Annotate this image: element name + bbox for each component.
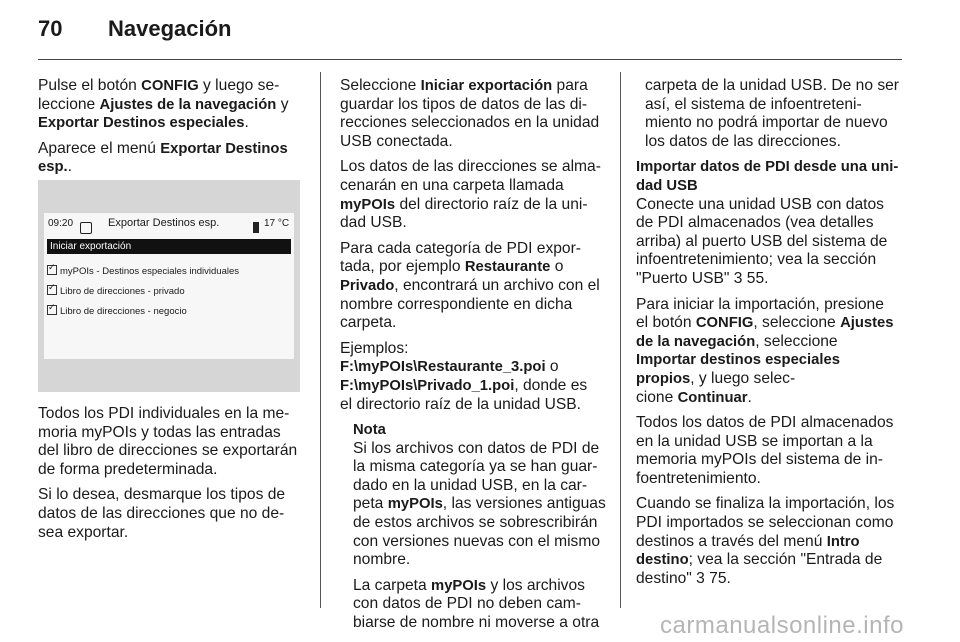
menu-item-business-addresses[interactable]: ✓Libro de direcciones - negocio	[47, 305, 187, 317]
paragraph: Ejemplos: F:\myPOIs\Restaurante_3.poi o F:\myPOIs\Privado_1.poi, donde es el directorio raíz de la unidad USB.	[340, 339, 588, 413]
page-number: 70	[38, 16, 63, 41]
column-3	[636, 77, 906, 595]
column-divider-1	[320, 72, 321, 608]
temperature: 17 °C	[264, 218, 290, 229]
paragraph: Los datos de las direcciones se alma- cenarán en una carpeta llamada myPOIs del directorio raíz de la uni- dad USB.	[340, 158, 601, 232]
paragraph: Para cada categoría de PDI expor- tada, por ejemplo Restaurante o Privado, encontrará un archivo con el nombre correspondiente en dicha carpeta.	[340, 239, 600, 332]
menu-item-start-export[interactable]: Iniciar exportación	[47, 239, 291, 254]
paragraph: Seleccione Iniciar exportación para guardar los tipos de datos de las di- recciones seleccionados en la unidad USB conectada.	[340, 77, 600, 150]
header-rule	[38, 59, 902, 60]
paragraph: Conecte una unidad USB con datos de PDI almacenados (vea detalles arriba) al puerto USB del sistema de infoentretenimiento; vea la sección "Puerto USB" 3 55.	[636, 195, 888, 287]
screenshot-frame	[38, 180, 300, 392]
reference-arrow-icon: 3	[696, 569, 705, 587]
device-screen	[44, 213, 294, 359]
column-divider-2	[620, 72, 621, 608]
column-1-lower	[38, 405, 313, 549]
paragraph: Si lo desea, desmarque los tipos de datos de las direcciones que no de- sea exportar.	[38, 486, 286, 541]
paragraph: Para iniciar la importación, presione el botón CONFIG, seleccione Ajustes de la navegación, seleccione Importar destinos especiales propios, y luego selec- cione Continuar.	[636, 295, 894, 406]
screen-title: Exportar Destinos esp.	[108, 217, 220, 229]
note-paragraph: Si los archivos con datos de PDI de la misma categoría ya se han guar- dado en la unidad USB, en la car- peta myPOIs, las versiones antiguas de estos archivos se sobrescribirán con versiones nuevas con el mismo nombre.	[353, 439, 606, 569]
column-2	[340, 77, 615, 640]
paragraph: Cuando se finaliza la importación, los PDI importados se seleccionan como destinos a través del menú Intro destino; vea la sección "Entrada de destino" 3 75.	[636, 495, 895, 587]
note-continuation: carpeta de la unidad USB. De no ser así, el sistema de infoentreteni- miento no podrá importar de nuevo los datos de las direcciones.	[645, 77, 899, 150]
page-header	[38, 16, 232, 42]
column-1	[38, 77, 308, 184]
menu-item-private-addresses[interactable]: ✓Libro de direcciones - privado	[47, 285, 185, 297]
note-box	[340, 421, 615, 633]
menu-item-mypois[interactable]: ✓myPOIs - Destinos especiales individuales	[47, 265, 239, 277]
note-title: Nota	[353, 422, 386, 439]
checkbox-icon	[47, 305, 57, 315]
note-paragraph: La carpeta myPOIs y los archivos con datos de PDI no deben cam- biarse de nombre ni moverse a otra	[353, 576, 600, 632]
reference-arrow-icon: 3	[733, 269, 743, 287]
checkbox-icon	[47, 265, 57, 275]
page-title: Navegación	[108, 16, 232, 41]
paragraph: Todos los PDI individuales en la me- moria myPOIs y todas las entradas del libro de direcciones se exportarán de forma predeterminada.	[38, 405, 298, 478]
watermark: carmanualsonline.info	[660, 612, 904, 639]
paragraph: Aparece el menú Exportar Destinos esp..	[38, 139, 288, 176]
status-bar	[44, 213, 294, 235]
section-heading: Importar datos de PDI desde una uni- dad USB	[636, 159, 899, 194]
paragraph: Todos los datos de PDI almacenados en la unidad USB se importan a la memoria myPOIs del sistema de in- foentretenimiento.	[636, 414, 894, 487]
checkbox-icon	[47, 285, 57, 295]
clock: 09:20	[48, 218, 74, 229]
paragraph: Pulse el botón CONFIG y luego se- leccione Ajustes de la navegación y Exportar Destinos especiales.	[38, 77, 289, 132]
